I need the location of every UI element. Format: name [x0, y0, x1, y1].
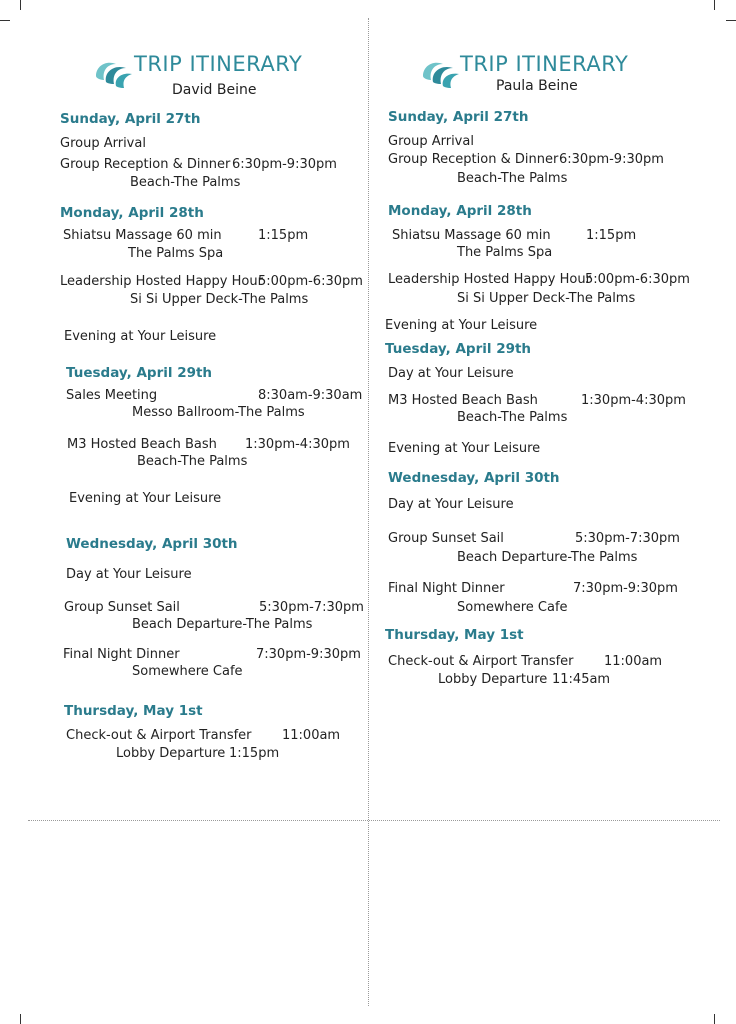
- left-item: Evening at Your Leisure: [69, 491, 222, 506]
- left-item-location: Beach-The Palms: [137, 454, 248, 469]
- crop-mark: [714, 0, 715, 10]
- right-item: Day at Your Leisure: [388, 497, 514, 512]
- left-item: Day at Your Leisure: [66, 567, 192, 582]
- right-item-time: 1:15pm: [586, 228, 637, 243]
- left-item: M3 Hosted Beach Bash: [67, 437, 217, 452]
- right-item: Final Night Dinner: [388, 581, 505, 596]
- left-item: Group Reception & Dinner: [60, 157, 231, 172]
- right-item: Day at Your Leisure: [388, 366, 514, 381]
- left-item-time: 1:15pm: [229, 746, 280, 761]
- left-day-heading: Wednesday, April 30th: [66, 536, 238, 552]
- right-item-time: 6:30pm-9:30pm: [559, 152, 664, 167]
- left-item-location: Somewhere Cafe: [132, 664, 243, 679]
- left-item-time: 11:00am: [282, 728, 341, 743]
- right-item: M3 Hosted Beach Bash: [388, 393, 538, 408]
- vertical-cut-line: [368, 18, 369, 1006]
- right-item: Group Sunset Sail: [388, 531, 504, 546]
- left-item: Evening at Your Leisure: [64, 329, 217, 344]
- left-item: Group Sunset Sail: [64, 600, 180, 615]
- right-item-location: Beach-The Palms: [457, 171, 568, 186]
- right-item-location: Somewhere Cafe: [457, 600, 568, 615]
- left-item-time: 5:30pm-7:30pm: [259, 600, 364, 615]
- right-item-time: 5:00pm-6:30pm: [585, 272, 690, 287]
- horizontal-cut-line: [28, 820, 720, 821]
- left-item-time: 1:15pm: [258, 228, 309, 243]
- left-item-time: 6:30pm-9:30pm: [232, 157, 337, 172]
- left-item: Sales Meeting: [66, 388, 158, 403]
- wave-logo-icon: [92, 56, 136, 92]
- left-item: Leadership Hosted Happy Hour: [60, 274, 263, 289]
- right-item-time: 7:30pm-9:30pm: [573, 581, 678, 596]
- right-item: Group Reception & Dinner: [388, 152, 559, 167]
- right-item: Group Arrival: [388, 134, 474, 149]
- right-item-time: 5:30pm-7:30pm: [575, 531, 680, 546]
- right-trip-title: TRIP ITINERARY: [460, 52, 629, 76]
- left-day-heading: Thursday, May 1st: [64, 703, 203, 719]
- right-item-location: Si Si Upper Deck-The Palms: [457, 291, 636, 306]
- left-traveler-name: David Beine: [172, 82, 257, 98]
- crop-mark: [0, 20, 10, 21]
- left-day-heading: Sunday, April 27th: [60, 111, 201, 127]
- right-day-heading: Sunday, April 27th: [388, 109, 529, 125]
- right-item: Evening at Your Leisure: [385, 318, 538, 333]
- right-item-location: Beach Departure-The Palms: [457, 550, 638, 565]
- left-day-heading: Tuesday, April 29th: [66, 365, 213, 381]
- left-item-location: Lobby Departure: [116, 746, 226, 761]
- crop-mark: [20, 0, 21, 10]
- left-item-time: 7:30pm-9:30pm: [256, 647, 361, 662]
- left-item-location: Messo Ballroom-The Palms: [132, 405, 305, 420]
- right-item: Check-out & Airport Transfer: [388, 654, 574, 669]
- left-item-time: 5:00pm-6:30pm: [258, 274, 363, 289]
- right-item: Shiatsu Massage 60 min: [392, 228, 551, 243]
- left-item-location: The Palms Spa: [128, 246, 224, 261]
- wave-logo-icon: [419, 56, 463, 92]
- left-item: Shiatsu Massage 60 min: [63, 228, 222, 243]
- right-item-time: 11:00am: [604, 654, 663, 669]
- left-trip-title: TRIP ITINERARY: [134, 52, 303, 76]
- right-day-heading: Monday, April 28th: [388, 203, 532, 219]
- right-item: Evening at Your Leisure: [388, 441, 541, 456]
- left-item: Group Arrival: [60, 136, 146, 151]
- left-item: Final Night Dinner: [63, 647, 180, 662]
- right-item-location: Lobby Departure: [438, 672, 548, 687]
- right-day-heading: Wednesday, April 30th: [388, 470, 560, 486]
- left-item-location: Beach Departure-The Palms: [132, 617, 313, 632]
- right-item-time: 11:45am: [552, 672, 611, 687]
- left-day-heading: Monday, April 28th: [60, 205, 204, 221]
- crop-mark: [20, 1014, 21, 1024]
- right-traveler-name: Paula Beine: [496, 78, 578, 94]
- left-item-time: 1:30pm-4:30pm: [245, 437, 350, 452]
- right-item: Leadership Hosted Happy Hour: [388, 272, 591, 287]
- left-item-time: 8:30am-9:30am: [258, 388, 363, 403]
- right-item-location: Beach-The Palms: [457, 410, 568, 425]
- crop-mark: [726, 20, 736, 21]
- right-day-heading: Tuesday, April 29th: [385, 341, 532, 357]
- right-item-time: 1:30pm-4:30pm: [581, 393, 686, 408]
- left-item-location: Si Si Upper Deck-The Palms: [130, 292, 309, 307]
- right-item-location: The Palms Spa: [457, 245, 553, 260]
- crop-mark: [714, 1014, 715, 1024]
- right-day-heading: Thursday, May 1st: [385, 627, 524, 643]
- left-item: Check-out & Airport Transfer: [66, 728, 252, 743]
- left-item-location: Beach-The Palms: [130, 175, 241, 190]
